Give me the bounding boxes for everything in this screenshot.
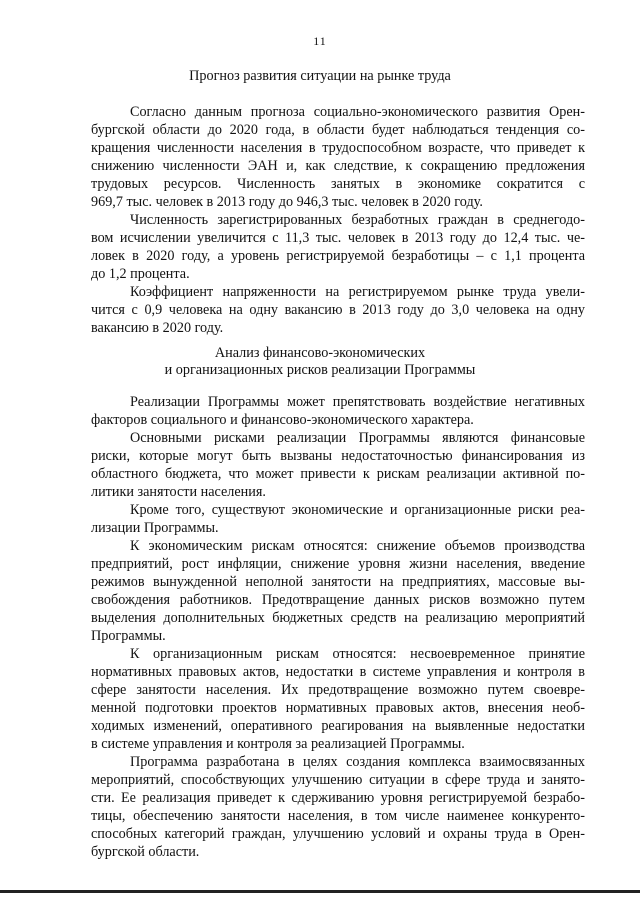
text-line: свобождения работников. Предотвращение данных рисков возможно путем [91, 592, 585, 608]
text-line: чится с 0,9 человека на одну вакансию в 2013 году до 3,0 человека на одну [91, 302, 585, 318]
text-line: Коэффициент напряженности на регистрируемом рынке труда увели- [130, 284, 585, 300]
text-line: сти. Ее реализация приведет к сдерживанию уровня регистрируемой безрабо- [91, 790, 585, 806]
text-line: 969,7 тыс. человек в 2013 году до 946,3 тыс. человек в 2020 году. [91, 194, 483, 210]
text-line: тицы, обеспечению занятости населения, в том числе наименее конкуренто- [91, 808, 585, 824]
text-line: менной подготовки проектов нормативных правовых актов, внесения необ- [91, 700, 585, 716]
text-line: до 1,2 процента. [91, 266, 190, 282]
text-line: в системе управления и контроля за реализацией Программы. [91, 736, 465, 752]
text-line: Численность зарегистрированных безработных граждан в среднегодо- [130, 212, 585, 228]
text-line: лизации Программы. [91, 520, 219, 536]
text-line: трудовых ресурсов. Численность занятых в экономике сократится с [91, 176, 585, 192]
text-line: ходимых изменений, оперативного реагирования на выявленные недостатки [91, 718, 585, 734]
text-line: Программа разработана в целях создания комплекса взаимосвязанных [130, 754, 585, 770]
text-line: выделения дополнительных бюджетных средств на реализацию мероприятий [91, 610, 585, 626]
text-line: Программы. [91, 628, 166, 644]
section-title-risks-line1: Анализ финансово-экономических [214, 345, 426, 361]
text-line: литики занятости населения. [91, 484, 266, 500]
text-line: Кроме того, существуют экономические и организационные риски реа- [130, 502, 585, 518]
text-line: риски, которые могут быть вызваны недостаточностью финансирования из [91, 448, 585, 464]
text-line: К экономическим рискам относятся: снижение объемов производства [130, 538, 585, 554]
text-line: Реализации Программы может препятствовать воздействие негативных [130, 394, 585, 410]
text-line: мероприятий, способствующих улучшению ситуации в сфере труда и занято- [91, 772, 585, 788]
text-line: способных категорий граждан, улучшению условий и охраны труда в Орен- [91, 826, 585, 842]
text-line: Согласно данным прогноза социально-экономического развития Орен- [130, 104, 585, 120]
text-line: вакансию в 2020 году. [91, 320, 224, 336]
text-line: режимов вынужденной неполной занятости на предприятиях, массовые вы- [91, 574, 585, 590]
text-line: вом исчислении увеличится с 11,3 тыс. человек в 2013 году до 12,4 тыс. че- [91, 230, 585, 246]
text-line: предприятий, рост инфляции, снижение уровня жизни населения, введение [91, 556, 585, 572]
text-line: сфере занятости населения. Их предотвращение возможно путем своевре- [91, 682, 585, 698]
text-line: ловек в 2020 году, а уровень регистрируемой безработицы – с 1,1 процента [91, 248, 585, 264]
page-number: 11 [313, 34, 327, 48]
text-line: Основными рисками реализации Программы являются финансовые [130, 430, 585, 446]
text-line: факторов социального и финансово-экономического характера. [91, 412, 474, 428]
text-line: бургской области до 2020 года, в области будет наблюдаться тенденция со- [91, 122, 585, 138]
page-bottom-rule [0, 890, 640, 893]
section-title-labor-market: Прогноз развития ситуации на рынке труда [189, 68, 451, 84]
section-title-risks-line2: и организационных рисков реализации Программы [164, 362, 476, 378]
text-line: бургской области. [91, 844, 200, 860]
text-line: снижению численности ЭАН и, как следствие, к сокращению предложения [91, 158, 585, 174]
text-line: К организационным рискам относятся: несвоевременное принятие [130, 646, 585, 662]
text-line: нормативных правовых актов, недостатки в системе управления и контроля в [91, 664, 585, 680]
text-line: кращения численности населения в трудоспособном возрасте, что приведет к [91, 140, 585, 156]
text-line: областного бюджета, что может привести к рискам реализации активной по- [91, 466, 585, 482]
